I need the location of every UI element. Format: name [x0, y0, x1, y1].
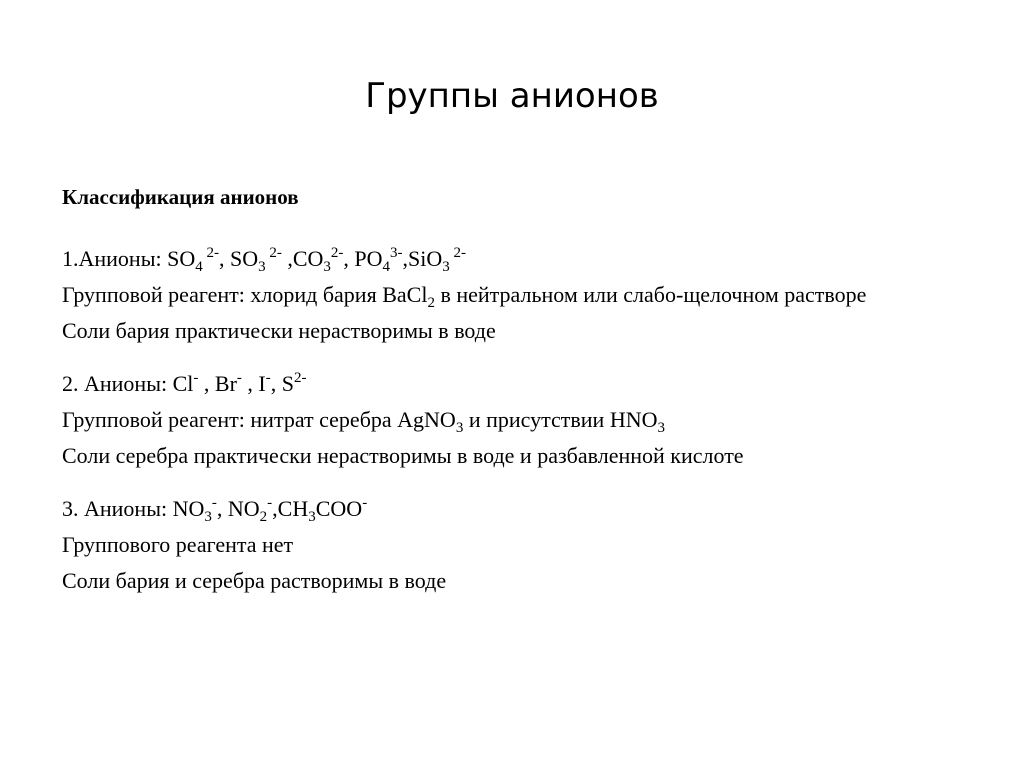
- formula-charge: -: [265, 370, 271, 386]
- group-1-solubility: Соли бария практически нерастворимы в воде: [62, 318, 496, 343]
- formula-sio3: [408, 245, 467, 275]
- separator: ,: [218, 246, 230, 271]
- formula-hno3: [609, 407, 665, 436]
- formula-charge: 2-: [265, 245, 282, 261]
- formula-base: PO: [354, 246, 383, 271]
- formula-charge: 2-: [330, 245, 344, 261]
- anion-group-2: [62, 369, 982, 471]
- group-1-reagent: [62, 280, 906, 310]
- formula-charge: -: [193, 370, 199, 386]
- formula-subscript: 3: [258, 259, 266, 275]
- formula-subscript: 3: [204, 509, 212, 525]
- formula-charge: 2-: [449, 245, 467, 261]
- formula-agno3: [397, 407, 464, 436]
- group-1-anions: [62, 244, 982, 274]
- formula-subscript: 4: [195, 259, 203, 275]
- formula-bacl2: [382, 282, 435, 311]
- reagent-text: Групповой реагент: нитрат серебра: [62, 407, 398, 432]
- group-3-anions: [62, 494, 982, 524]
- formula-base: HNO: [609, 407, 658, 432]
- separator: ,: [198, 371, 215, 396]
- reagent-text: в нейтральном или слабо-щелочном растворе: [434, 282, 867, 307]
- separator: ,: [241, 371, 259, 396]
- formula-base: BaCl: [382, 282, 428, 307]
- formula-subscript: 4: [382, 259, 391, 275]
- formula-charge: -: [236, 370, 242, 386]
- separator: ,: [270, 371, 282, 396]
- reagent-text: и присутствии: [463, 407, 610, 432]
- formula-base: SO: [229, 246, 259, 271]
- formula-so4: [167, 245, 219, 275]
- formula-base: COO: [315, 496, 363, 521]
- formula-charge: -: [211, 495, 217, 511]
- group-2-reagent: [62, 405, 982, 435]
- formula-br: [215, 371, 242, 396]
- separator: ,: [343, 246, 355, 271]
- formula-charge: 2-: [202, 245, 219, 261]
- separator: ,: [402, 246, 409, 271]
- separator: ,: [281, 246, 293, 271]
- formula-no2: [227, 495, 273, 525]
- formula-charge: -: [362, 495, 368, 511]
- formula-po4: [354, 245, 403, 275]
- formula-charge: 2-: [293, 370, 307, 386]
- formula-no3: [172, 495, 217, 525]
- formula-co3: [292, 245, 344, 275]
- group-3-prefix: 3. Анионы:: [62, 496, 173, 521]
- formula-subscript: 3: [455, 420, 464, 436]
- formula-base: CH: [277, 496, 309, 521]
- formula-base: NO: [172, 496, 205, 521]
- formula-cl: [173, 371, 199, 396]
- slide-content: [62, 180, 982, 619]
- formula-base: AgNO: [397, 407, 456, 432]
- separator: ,: [216, 496, 228, 521]
- formula-base: SO: [167, 246, 196, 271]
- formula-so3: [229, 245, 282, 275]
- anion-group-1: [62, 244, 982, 346]
- formula-base: NO: [227, 496, 260, 521]
- group-3-reagent: Группового реагента нет: [62, 532, 294, 557]
- formula-ch3coo: [277, 495, 368, 525]
- formula-base: Cl: [172, 371, 194, 396]
- formula-s: [282, 371, 307, 396]
- group-3-solubility: Соли бария и серебра растворимы в воде: [62, 568, 447, 593]
- formula-charge: -: [267, 495, 273, 511]
- formula-charge: 3-: [390, 245, 403, 261]
- classification-heading: Классификация анионов: [62, 185, 299, 209]
- formula-subscript: 3: [323, 259, 331, 275]
- group-1-prefix: 1.Анионы:: [62, 246, 168, 271]
- reagent-text: Групповой реагент: хлорид бария: [62, 282, 383, 307]
- formula-subscript: 3: [308, 509, 316, 525]
- formula-base: CO: [292, 246, 324, 271]
- group-2-anions: [62, 369, 982, 399]
- formula-base: S: [281, 371, 294, 396]
- anion-group-3: [62, 494, 982, 596]
- group-2-prefix: 2. Анионы:: [62, 371, 173, 396]
- separator: ,: [272, 496, 278, 521]
- formula-base: I: [258, 371, 266, 396]
- formula-subscript: 2: [259, 509, 268, 525]
- formula-base: Вr: [214, 371, 237, 396]
- formula-subscript: 3: [442, 259, 450, 275]
- slide-title: Группы анионов: [365, 76, 659, 116]
- formula-i: [258, 371, 270, 396]
- formula-subscript: 2: [427, 295, 435, 311]
- group-2-solubility: Соли серебра практически нерастворимы в воде и разбавленной кислоте: [62, 443, 744, 468]
- formula-base: SiO: [408, 246, 443, 271]
- formula-subscript: 3: [657, 420, 665, 436]
